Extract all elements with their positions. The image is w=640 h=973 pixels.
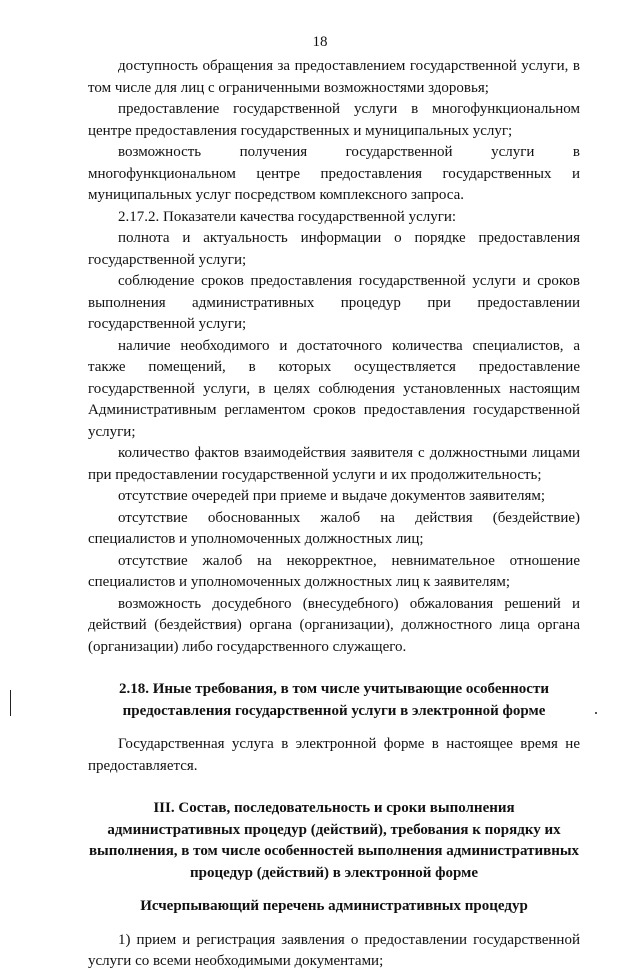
- paragraph-mfc-provision: предоставление государственной услуги в многофункциональном центре предоставления государственных и муниципальных услуг;: [88, 101, 580, 139]
- section-2-18-text: Государственная услуга в электронной форме в настоящее время не предоставляется.: [88, 736, 580, 774]
- paragraph-accessibility: доступность обращения за предоставлением государственной услуги, в том числе для лиц с ограниченными возможностями здоровья;: [88, 58, 580, 96]
- document-body: [88, 56, 580, 973]
- paragraph-staff-premises: наличие необходимого и достаточного количества специалистов, а также помещений, в которых осуществляется предоставление государственной услуги, в целях соблюдения установленных настоящим Административным регламентом сроков предоставления государственной услуги;: [88, 337, 580, 440]
- scan-dot: [595, 712, 597, 714]
- margin-mark: [10, 690, 11, 716]
- paragraph-info-completeness: полнота и актуальность информации о порядке предоставления государственной услуги;: [88, 230, 580, 268]
- page-number: 18: [312, 34, 328, 50]
- paragraph-pretrial-appeal: возможность досудебного (внесудебного) обжалования решений и действий (бездействия) органа (организации), должностного лица органа (организации) либо государственного служащего.: [88, 595, 580, 655]
- paragraph-no-justified-complaints: отсутствие обоснованных жалоб на действия (бездействие) специалистов и уполномоченных должностных лиц;: [88, 509, 580, 547]
- list-item-1: 1) прием и регистрация заявления о предоставлении государственной услуги со всеми необходимыми документами;: [88, 931, 580, 969]
- paragraph-quality-indicators: 2.17.2. Показатели качества государственной услуги:: [118, 208, 457, 225]
- paragraph-interactions: количество фактов взаимодействия заявителя с должностными лицами при предоставлении государственной услуги и их продолжительность;: [88, 445, 580, 483]
- section-2-18-heading: 2.18. Иные требования, в том числе учитывающие особенности предоставления государственной услуги в электронной форме: [119, 681, 549, 719]
- paragraph-no-queues: отсутствие очередей при приеме и выдаче документов заявителям;: [118, 488, 546, 504]
- paragraph-mfc-complex-request: возможность получения государственной услуги в многофункциональном центре предоставления государственных и муниципальных услуг посредством комплексного запроса.: [88, 144, 580, 203]
- paragraph-deadlines: соблюдение сроков предоставления государственной услуги и сроков выполнения административных процедур при предоставлении государственной услуги;: [88, 273, 580, 332]
- section-3-heading: III. Состав, последовательность и сроки выполнения административных процедур (действий), требования к порядку их выполнения, в том числе особенностей выполнения административных процедур (действий) в электронной форме: [88, 800, 580, 881]
- section-3-subheading: Исчерпывающий перечень административных процедур: [140, 898, 528, 914]
- paragraph-no-incorrect-attitude: отсутствие жалоб на некорректное, невнимательное отношение специалистов и уполномоченных должностных лиц к заявителям;: [88, 552, 580, 590]
